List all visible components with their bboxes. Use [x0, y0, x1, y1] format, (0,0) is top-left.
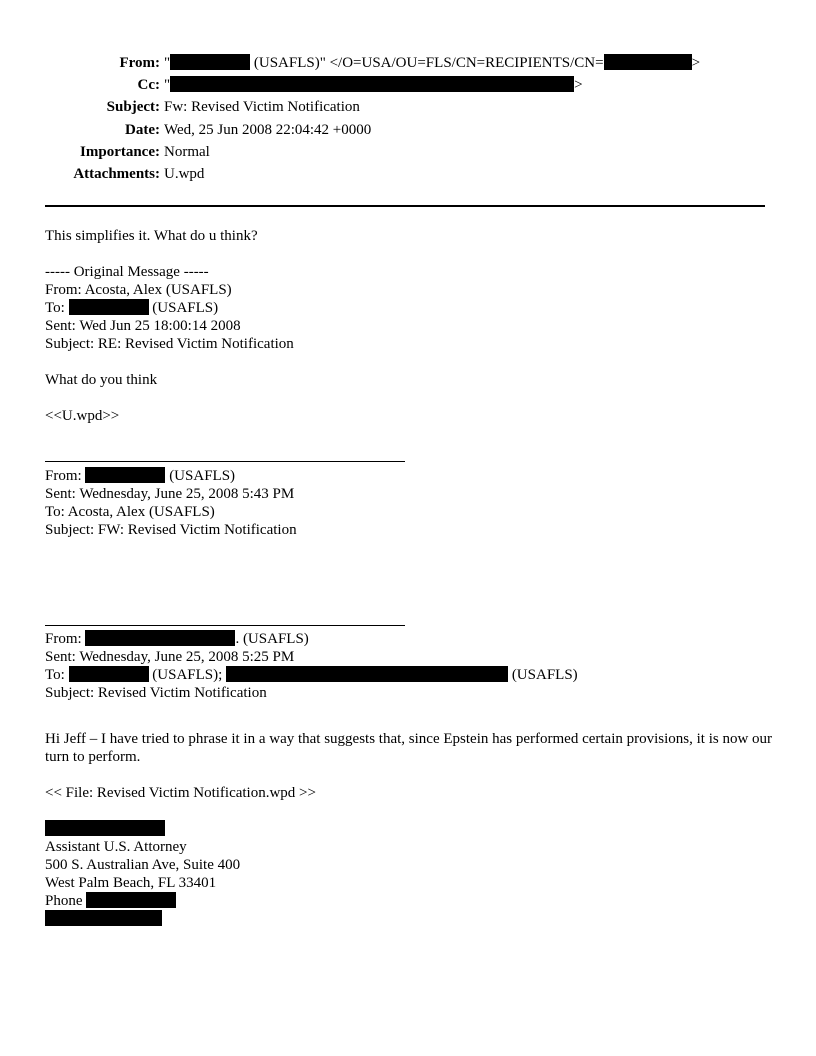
phone-label: Phone — [45, 893, 87, 909]
msg1-to-label: To: — [45, 300, 69, 316]
msg2-to: To: Acosta, Alex (USAFLS) — [45, 504, 215, 520]
signature-phone — [45, 892, 775, 910]
redaction-box — [170, 54, 250, 70]
msg3-to-label: To: — [45, 667, 69, 683]
attachment-link[interactable]: U.wpd — [164, 165, 205, 182]
msg3-from-org: . (USAFLS) — [235, 631, 309, 647]
redaction-box — [69, 666, 149, 682]
signature-address2: West Palm Beach, FL 33401 — [45, 875, 217, 891]
signature-extra — [45, 910, 775, 928]
msg2-from-org: (USAFLS) — [165, 468, 236, 484]
msg2-subject: Subject: FW: Revised Victim Notification — [45, 522, 297, 538]
importance-label: Importance: — [80, 143, 160, 160]
msg1-sent: Sent: Wed Jun 25 18:00:14 2008 — [45, 318, 241, 334]
msg3-subject: Subject: Revised Victim Notification — [45, 685, 267, 701]
msg3-to — [45, 666, 775, 684]
redaction-box — [45, 910, 162, 926]
from-quote: " — [164, 55, 171, 71]
redaction-box — [85, 630, 235, 646]
msg3-to-org-2: (USAFLS) — [508, 667, 578, 683]
msg2-from-label: From: — [45, 468, 86, 484]
header-divider — [45, 205, 765, 207]
signature-title: Assistant U.S. Attorney — [45, 839, 187, 855]
from-label: From: — [119, 55, 160, 71]
email-header — [0, 54, 816, 187]
from-address: (USAFLS)" </O=USA/OU=FLS/CN=RECIPIENTS/CN= — [250, 55, 604, 71]
header-from-row — [0, 54, 816, 76]
header-attachments-row — [0, 165, 816, 187]
msg2-from — [45, 467, 775, 485]
cc-value — [164, 76, 583, 94]
signature-address1: 500 S. Australian Ave, Suite 400 — [45, 857, 241, 873]
header-cc-row — [0, 76, 816, 98]
msg1-to-org: (USAFLS) — [148, 300, 219, 316]
subject-value: Fw: Revised Victim Notification — [164, 99, 360, 116]
msg1-text: What do you think — [45, 372, 158, 388]
redaction-box — [170, 76, 574, 92]
email-body — [45, 227, 775, 928]
msg3-to-org: (USAFLS); — [148, 667, 227, 683]
attachments-label: Attachments: — [73, 165, 160, 182]
intro-text: This simplifies it. What do u think? — [45, 228, 258, 244]
msg2-sent: Sent: Wednesday, June 25, 2008 5:43 PM — [45, 486, 295, 502]
msg3-text: Hi Jeff – I have tried to phrase it in a way that suggests that, since Epstein has performed certain provisions, it is now our turn to perform. — [45, 731, 773, 765]
msg1-from: From: Acosta, Alex (USAFLS) — [45, 282, 232, 298]
msg3-from-label: From: — [45, 631, 86, 647]
redaction-box — [69, 299, 149, 315]
from-value — [164, 54, 700, 72]
redaction-box — [45, 820, 165, 836]
msg3-from — [45, 630, 775, 648]
redaction-box — [226, 666, 508, 682]
msg1-attachment[interactable]: <<U.wpd>> — [45, 408, 120, 424]
date-value: Wed, 25 Jun 2008 22:04:42 +0000 — [164, 121, 372, 138]
signature-name — [45, 820, 775, 838]
original-message-marker: ----- Original Message ----- — [45, 264, 209, 280]
cc-quote: " — [164, 77, 171, 94]
subject-label: Subject: — [106, 99, 160, 116]
msg1-to — [45, 299, 775, 317]
date-label: Date: — [125, 121, 160, 138]
importance-value: Normal — [164, 143, 210, 160]
msg3-attachment[interactable]: << File: Revised Victim Notification.wpd >> — [45, 785, 316, 801]
from-end: > — [691, 55, 701, 71]
header-subject-row — [0, 98, 816, 120]
cc-end: > — [574, 77, 583, 94]
msg3-sent: Sent: Wednesday, June 25, 2008 5:25 PM — [45, 649, 295, 665]
redaction-box — [86, 892, 176, 908]
redaction-box — [604, 54, 692, 70]
header-importance-row — [0, 143, 816, 165]
header-date-row — [0, 121, 816, 143]
redaction-box — [85, 467, 165, 483]
cc-label: Cc: — [137, 77, 160, 94]
msg1-subject: Subject: RE: Revised Victim Notification — [45, 336, 294, 352]
